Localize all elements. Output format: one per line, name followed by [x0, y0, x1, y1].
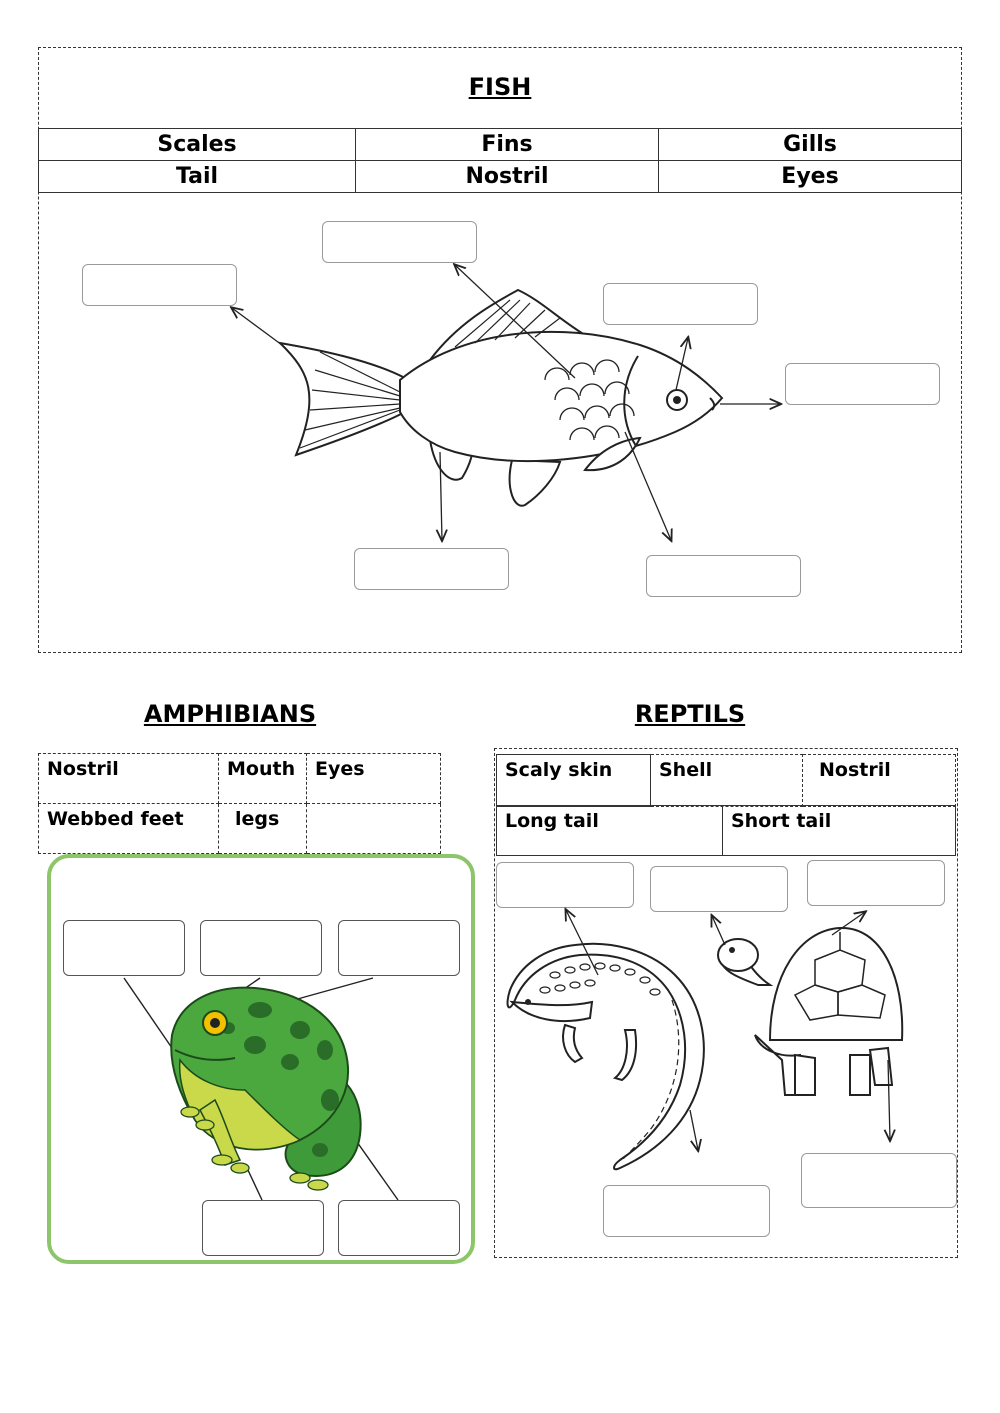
word-bank-cell: legs — [219, 804, 307, 854]
table-row — [39, 129, 962, 161]
reptiles-title: REPTILS — [634, 700, 746, 728]
word-bank-cell: Gills — [659, 129, 962, 161]
word-bank-cell: Nostril — [39, 754, 219, 804]
frog-blank-5[interactable] — [338, 1200, 460, 1256]
fish-title: FISH — [468, 73, 532, 101]
word-bank-cell — [307, 804, 441, 854]
word-bank-cell: Fins — [356, 129, 659, 161]
amphibians-word-bank — [38, 753, 441, 854]
table-row — [39, 754, 441, 804]
reptile-blank-3[interactable] — [807, 860, 945, 906]
fish-blank-fins-bottom[interactable] — [354, 548, 509, 590]
reptile-blank-5[interactable] — [801, 1153, 957, 1208]
word-bank-cell: Shell — [651, 755, 803, 807]
word-bank-cell: Scaly skin — [497, 755, 651, 807]
table-row — [39, 804, 441, 854]
fish-blank-nostril[interactable] — [785, 363, 940, 405]
reptile-blank-1[interactable] — [496, 862, 634, 908]
word-bank-cell: Tail — [39, 161, 356, 193]
table-row — [497, 806, 956, 856]
word-bank-cell: Mouth — [219, 754, 307, 804]
word-bank-cell: Nostril — [356, 161, 659, 193]
fish-blank-tail[interactable] — [82, 264, 237, 306]
reptiles-word-bank-row-2 — [496, 805, 956, 856]
frog-blank-3[interactable] — [338, 920, 460, 976]
amphibians-title: AMPHIBIANS — [143, 700, 317, 728]
fish-blank-gills[interactable] — [646, 555, 801, 597]
reptile-blank-2[interactable] — [650, 866, 788, 912]
word-bank-cell: Eyes — [307, 754, 441, 804]
reptile-blank-4[interactable] — [603, 1185, 770, 1237]
table-row — [497, 755, 956, 807]
word-bank-cell: Webbed feet — [39, 804, 219, 854]
fish-blank-eyes[interactable] — [603, 283, 758, 325]
word-bank-cell: Scales — [39, 129, 356, 161]
frog-blank-1[interactable] — [63, 920, 185, 976]
reptiles-word-bank-row-1 — [496, 754, 956, 807]
table-row — [39, 161, 962, 193]
fish-blank-fins-top[interactable] — [322, 221, 477, 263]
frog-blank-4[interactable] — [202, 1200, 324, 1256]
word-bank-cell: Long tail — [497, 806, 723, 856]
word-bank-cell: Eyes — [659, 161, 962, 193]
frog-blank-2[interactable] — [200, 920, 322, 976]
fish-word-bank — [38, 128, 962, 193]
word-bank-cell: Nostril — [803, 755, 956, 807]
word-bank-cell: Short tail — [723, 806, 956, 856]
